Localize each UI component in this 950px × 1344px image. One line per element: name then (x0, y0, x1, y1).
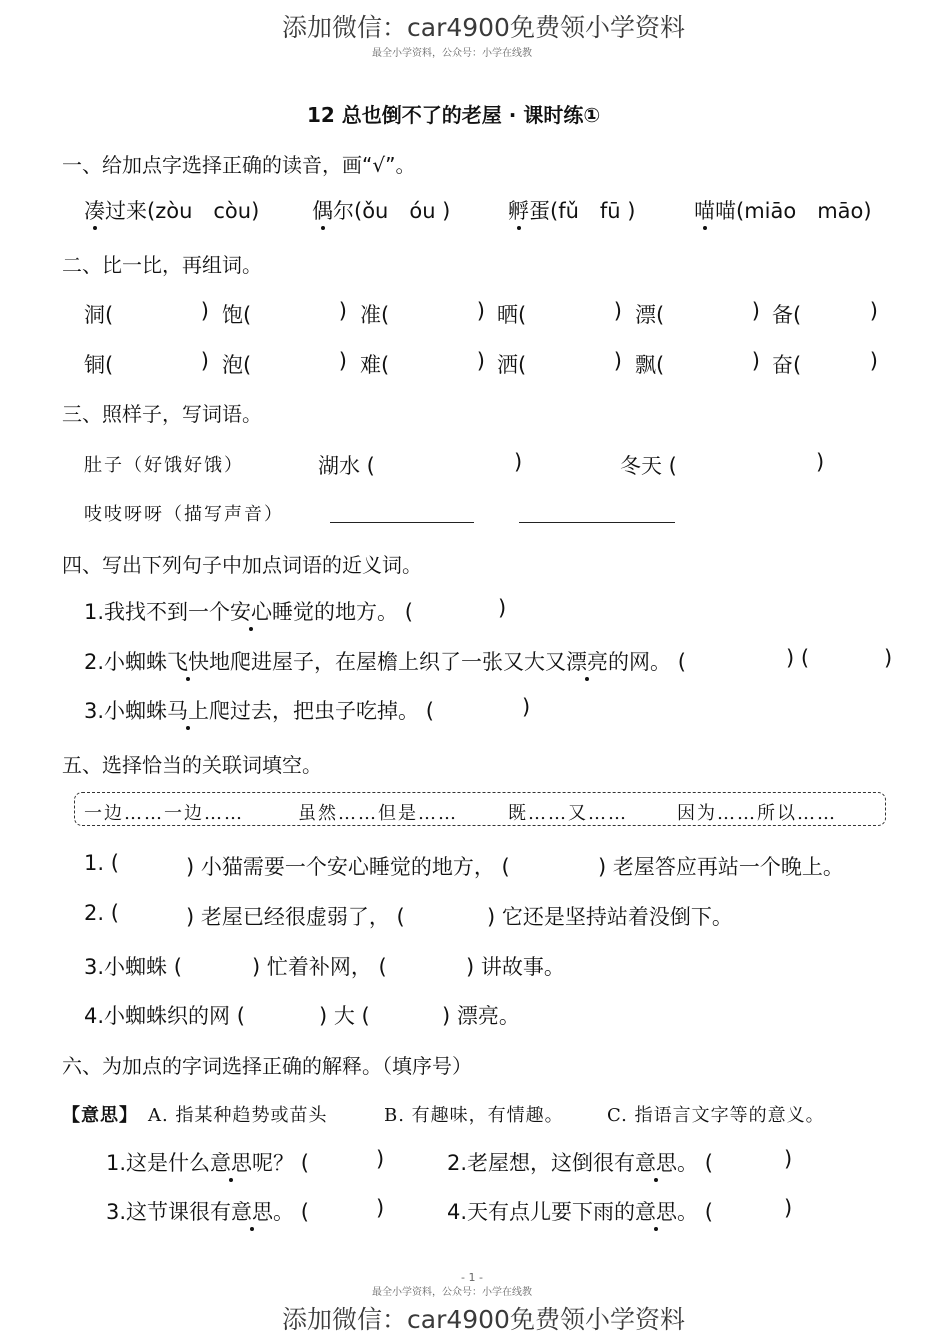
char: 铜 (84, 353, 105, 377)
s3-item-2: 冬天 ( (620, 454, 677, 478)
s6-q2-close: ) (784, 1147, 793, 1171)
paren: ( (656, 303, 665, 327)
paren: ( (381, 303, 390, 327)
answer-line (519, 522, 675, 523)
s5-q2-b: ) 老屋已经很虚弱了， ( (186, 905, 405, 929)
s6-q3 (106, 1196, 309, 1226)
text: 地爬进屋子，在屋檐上织了一张又大又 (209, 650, 567, 674)
char: 备 (772, 303, 793, 327)
char: 难 (360, 353, 381, 377)
s3-item-1: 湖水 ( (318, 454, 375, 478)
option-1: 一边……一边…… (84, 803, 244, 824)
paren: ) (751, 299, 760, 323)
char: 奋 (772, 353, 793, 377)
option-3: 既……又…… (508, 803, 628, 824)
word-pair (222, 299, 347, 329)
s1-item-2 (312, 195, 450, 225)
text: 4.天有点儿要下雨的 (447, 1200, 636, 1224)
s4-q2 (84, 646, 686, 676)
text: 3.小蜘蛛 (84, 699, 168, 723)
s3-example-2: 吱吱呀呀（描写声音） (84, 504, 284, 525)
paren: ) (869, 299, 878, 323)
paren: ) (869, 349, 878, 373)
text: 。 ( (677, 1200, 713, 1224)
paren: ( (105, 303, 114, 327)
s4-q2-close-2: ) (884, 646, 893, 670)
word-pair (772, 299, 878, 329)
text: 。 ( (273, 1200, 309, 1224)
page-title: 12 总也倒不了的老屋 · 课时练① (307, 103, 601, 127)
paren: ) (476, 299, 485, 323)
s5-q3-c: ) 讲故事。 (466, 955, 565, 979)
s4-q3-close: ) (522, 695, 531, 719)
dotted-char: 偶 (312, 195, 333, 225)
dotted-word: 意思 (635, 1196, 677, 1226)
dotted-char: 孵 (508, 195, 529, 225)
dotted-word: 意思 (210, 1147, 252, 1177)
paren: ( (793, 303, 802, 327)
s3-heading: 三、照样子，写词语。 (62, 402, 262, 426)
s4-heading: 四、写出下列句子中加点词语的近义词。 (62, 553, 422, 577)
s3-item-2-close: ) (816, 450, 825, 474)
dotted-char: 喵 (694, 195, 715, 225)
definition-b: B. 有趣味，有情趣。 (384, 1105, 564, 1126)
s4-q2-close-1: ) ( (786, 646, 810, 670)
char: 洒 (497, 353, 518, 377)
char: 饱 (222, 303, 243, 327)
dotted-char: 凑 (84, 195, 105, 225)
text: 。 ( (677, 1151, 713, 1175)
word-pair (360, 349, 485, 379)
s1-heading: 一、给加点字选择正确的读音，画“√”。 (62, 153, 416, 177)
option-2: 虽然……但是…… (298, 803, 458, 824)
word-pair (497, 349, 622, 379)
s3-example-1: 肚子（好饿好饿） (84, 455, 244, 476)
text: 爬过去，把虫子吃掉。 ( (209, 699, 434, 723)
text: 睡觉的地方。 ( (272, 600, 413, 624)
paren: ( (381, 353, 390, 377)
s5-q3-a: 3.小蜘蛛 ( (84, 955, 182, 979)
s1-item-text: 过来(zòu còu) (105, 199, 260, 223)
paren: ) (338, 299, 347, 323)
paren: ( (243, 353, 252, 377)
header-note: 最全小学资料，公众号：小学在线教 (372, 48, 532, 59)
text: 2.老屋想，这倒很有 (447, 1151, 636, 1175)
s5-q4-a: 4.小蜘蛛织的网 ( (84, 1004, 245, 1028)
s5-q4-b: ) 大 ( (319, 1004, 370, 1028)
paren: ( (518, 303, 527, 327)
char: 洞 (84, 303, 105, 327)
word-pair (84, 299, 209, 329)
definition-label: 【意思】 (62, 1105, 138, 1126)
s4-q1 (84, 596, 413, 626)
dotted-word: 飞快 (167, 646, 209, 676)
word-pair (635, 349, 760, 379)
paren: ) (613, 299, 622, 323)
s1-item-4 (694, 195, 872, 225)
s3-item-1-close: ) (514, 450, 523, 474)
paren: ( (243, 303, 252, 327)
s6-q3-close: ) (376, 1196, 385, 1220)
answer-line (330, 522, 474, 523)
s1-item-3 (508, 195, 635, 225)
char: 泡 (222, 353, 243, 377)
dotted-word: 意思 (635, 1147, 677, 1177)
word-pair (84, 349, 209, 379)
char: 漂 (635, 303, 656, 327)
text: 1.这是什么 (106, 1151, 211, 1175)
s1-item-1 (84, 195, 259, 225)
s6-heading: 六、为加点的字词选择正确的解释。（填序号） (62, 1054, 472, 1078)
paren: ) (613, 349, 622, 373)
dotted-word: 马上 (167, 695, 209, 725)
paren: ) (338, 349, 347, 373)
top-watermark: 添加微信：car4900免费领小学资料 (282, 13, 685, 42)
paren: ( (656, 353, 665, 377)
definition-c: C. 指语言文字等的意义。 (607, 1105, 825, 1126)
s6-q4-close: ) (784, 1196, 793, 1220)
s6-q1-close: ) (376, 1147, 385, 1171)
text: 呢？ ( (252, 1151, 309, 1175)
s1-item-text: 尔(ǒu óu ) (333, 199, 451, 223)
bottom-watermark: 添加微信：car4900免费领小学资料 (282, 1305, 685, 1334)
s5-q4-c: ) 漂亮。 (442, 1004, 520, 1028)
s5-q3-b: ) 忙着补网， ( (252, 955, 387, 979)
paren: ( (518, 353, 527, 377)
paren: ) (200, 349, 209, 373)
dotted-word: 漂亮 (566, 646, 608, 676)
s6-q1 (106, 1147, 309, 1177)
option-4: 因为……所以…… (677, 803, 837, 824)
s6-q2 (447, 1147, 713, 1177)
s2-heading: 二、比一比，再组词。 (62, 253, 262, 277)
word-pair (497, 299, 622, 329)
char: 飘 (635, 353, 656, 377)
char: 晒 (497, 303, 518, 327)
text: 3.这节课很有 (106, 1200, 232, 1224)
char: 准 (360, 303, 381, 327)
s5-q1-b: ) 小猫需要一个安心睡觉的地方， ( (186, 855, 510, 879)
s6-q4 (447, 1196, 713, 1226)
paren: ) (476, 349, 485, 373)
page-number: - 1 - (461, 1271, 483, 1284)
word-pair (360, 299, 485, 329)
text: 1.我找不到一个 (84, 600, 231, 624)
s1-item-text: 蛋(fǔ fū ) (529, 199, 636, 223)
paren: ) (751, 349, 760, 373)
text: 2.小蜘蛛 (84, 650, 168, 674)
s5-q1-a: 1. ( (84, 851, 119, 875)
paren: ( (105, 353, 114, 377)
word-pair (222, 349, 347, 379)
s5-q2-c: ) 它还是坚持站着没倒下。 (487, 905, 733, 929)
text: 的网。 ( (608, 650, 686, 674)
s5-q2-a: 2. ( (84, 901, 119, 925)
footer-note: 最全小学资料，公众号：小学在线教 (372, 1287, 532, 1298)
s5-heading: 五、选择恰当的关联词填空。 (62, 753, 322, 777)
dotted-word: 安心 (230, 596, 272, 626)
word-pair (635, 299, 760, 329)
s5-q1-c: ) 老屋答应再站一个晚上。 (598, 855, 844, 879)
s1-item-text: 喵(miāo māo) (715, 199, 872, 223)
dotted-word: 意思 (231, 1196, 273, 1226)
definition-a: A. 指某种趋势或苗头 (148, 1105, 328, 1126)
word-pair (772, 349, 878, 379)
s4-q3 (84, 695, 434, 725)
s4-q1-close: ) (498, 596, 507, 620)
paren: ( (793, 353, 802, 377)
paren: ) (200, 299, 209, 323)
